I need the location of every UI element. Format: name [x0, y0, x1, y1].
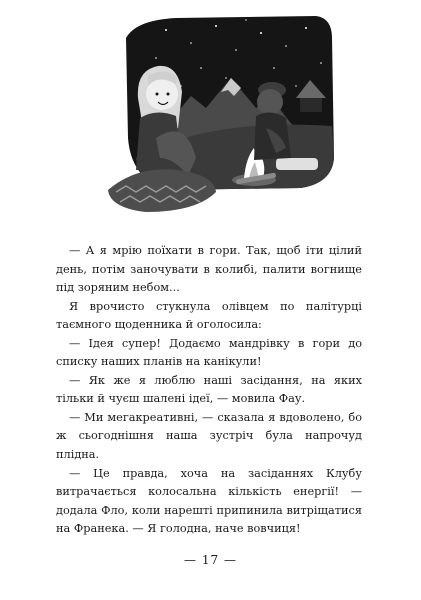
paragraph: Я врочисто стукнула олівцем по палітурці таємного щоденника й оголосила:: [56, 299, 362, 332]
story-text: [56, 242, 362, 539]
illustration-svg: [96, 8, 336, 220]
paragraph: — А я мрію поїхати в гори. Так, щоб іти цілий день, потім заночувати в колибі, палити вогнище під зоряним небом...: [56, 244, 362, 295]
paragraph: — Ми мегакреативні, — сказала я вдоволено, бо ж сьогоднішня наша зустріч була напрочуд плідна.: [56, 410, 362, 462]
paragraph: — Це правда, хоча на засіданнях Клубу витрачається колосальна кількість енергії! — додала Фло, коли нарешті припинила витріщатися на Франека. — Я голодна, наче вовчиця!: [56, 466, 362, 536]
page-number: — 17 —: [184, 553, 237, 567]
paragraph: — Як же я люблю наші засідання, на яких тільки й чуєш шалені ідеї, — мовила Фау.: [56, 373, 362, 406]
paragraph: — Ідея супер! Додаємо мандрівку в гори до списку наших планів на канікули!: [56, 336, 362, 369]
campfire-illustration: [96, 8, 336, 220]
